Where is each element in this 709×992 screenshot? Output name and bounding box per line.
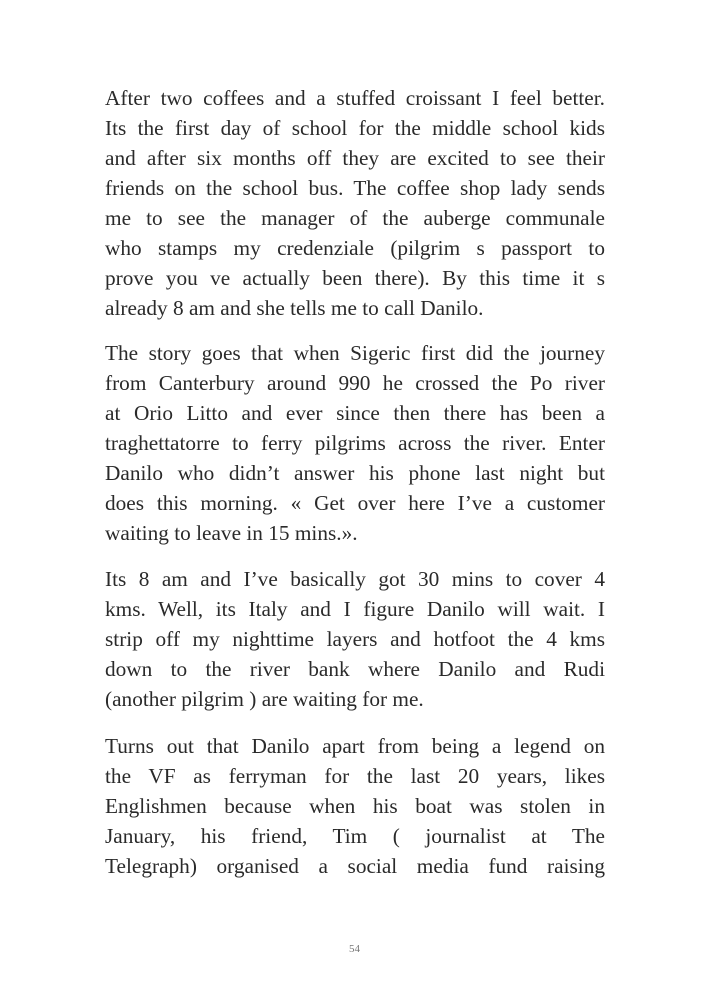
text-line: Its 8 am and I’ve basically got 30 mins to cover 4 <box>105 567 605 591</box>
text-line: does this morning. « Get over here I’ve a customer <box>105 491 605 515</box>
text-line: strip off my nighttime layers and hotfoot the 4 kms <box>105 627 605 651</box>
text-line: who stamps my credenziale (pilgrim s passport to <box>105 236 605 260</box>
text-line: at Orio Litto and ever since then there has been a <box>105 401 605 425</box>
text-line: from Canterbury around 990 he crossed the Po river <box>105 371 605 395</box>
text-line: The story goes that when Sigeric first did the journey <box>105 341 605 365</box>
text-line: traghettatorre to ferry pilgrims across the river. Enter <box>105 431 605 455</box>
page-number: 54 <box>349 943 360 955</box>
text-line: the VF as ferryman for the last 20 years, likes <box>105 764 605 788</box>
text-line: kms. Well, its Italy and I figure Danilo will wait. I <box>105 597 605 621</box>
text-line: Englishmen because when his boat was stolen in <box>105 794 605 818</box>
paragraph-4 <box>105 731 605 881</box>
text-line: friends on the school bus. The coffee shop lady sends <box>105 176 605 200</box>
text-line: January, his friend, Tim ( journalist at The <box>105 824 605 848</box>
text-line: already 8 am and she tells me to call Danilo. <box>105 296 484 320</box>
text-line: me to see the manager of the auberge communale <box>105 206 605 230</box>
text-line: Danilo who didn’t answer his phone last night but <box>105 461 605 485</box>
text-line: Telegraph) organised a social media fund raising <box>105 854 605 878</box>
paragraph-3 <box>105 564 605 714</box>
text-line: (another pilgrim ) are waiting for me. <box>105 687 424 711</box>
text-line: Turns out that Danilo apart from being a legend on <box>105 734 605 758</box>
text-line: prove you ve actually been there). By this time it s <box>105 266 605 290</box>
text-line: and after six months off they are excited to see their <box>105 146 605 170</box>
text-line: down to the river bank where Danilo and Rudi <box>105 657 605 681</box>
paragraph-1 <box>105 83 605 323</box>
text-line: After two coffees and a stuffed croissant I feel better. <box>105 86 605 110</box>
paragraph-2 <box>105 338 605 548</box>
text-line: Its the first day of school for the middle school kids <box>105 116 605 140</box>
text-line: waiting to leave in 15 mins.». <box>105 521 358 545</box>
